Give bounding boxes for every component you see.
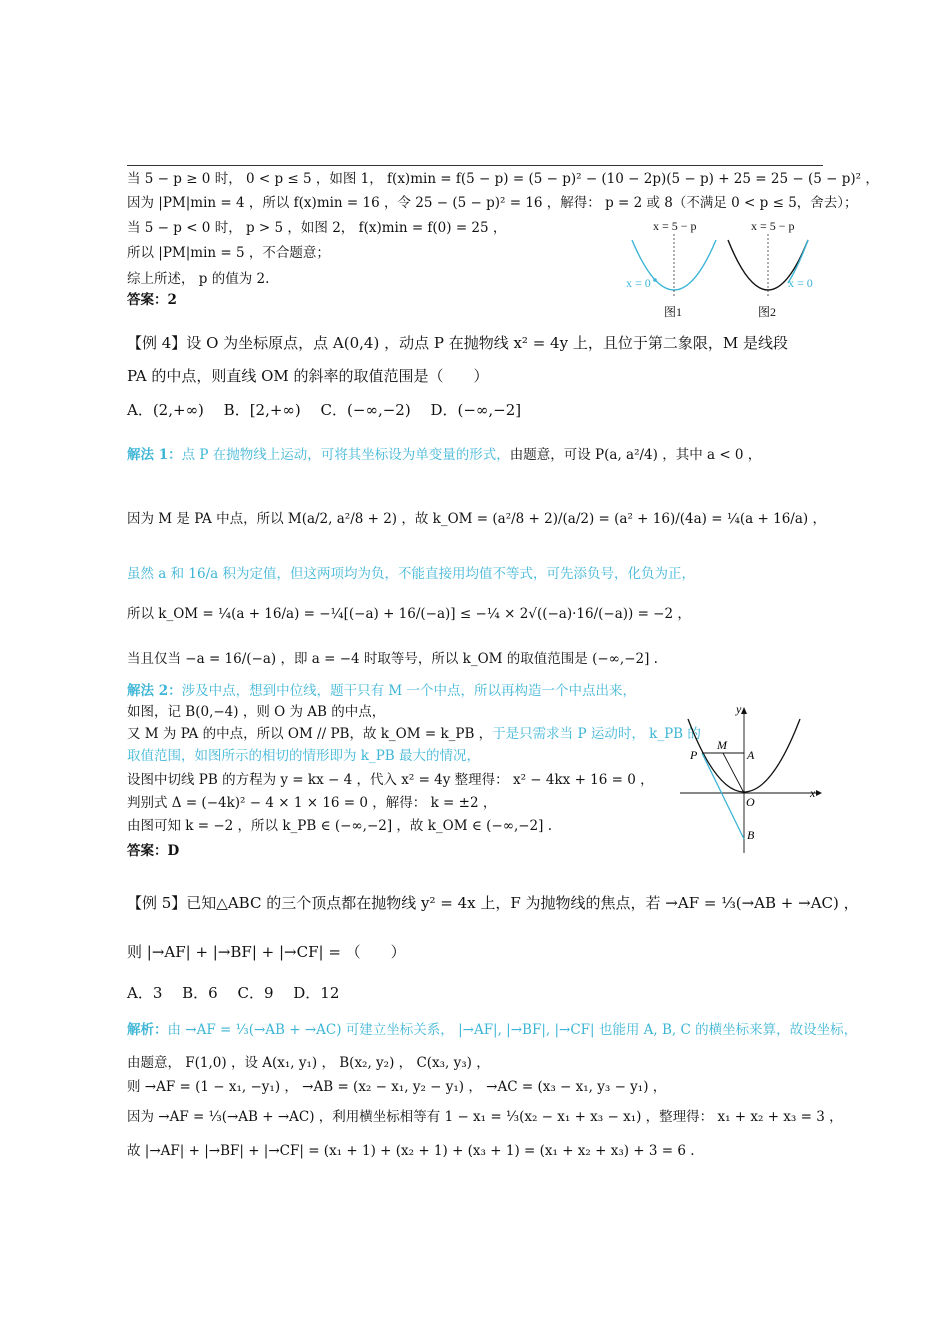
ex4-figure <box>676 705 824 855</box>
ex4-answer: 答案：D <box>127 843 180 859</box>
ex4-method2-label: 解法 2： <box>127 683 182 699</box>
case-line-5: 综上所述， p 的值为 2. <box>127 271 270 287</box>
figure-2 <box>728 219 813 319</box>
fig1-axis-label: x = 5 − p <box>653 219 697 233</box>
ex4-method1-label: 解法 1： <box>127 447 182 463</box>
x-axis-arrow <box>816 790 822 796</box>
ex4-method2-line3-cyan: 于是只需求当 P 运动时， k_PB 的 <box>492 726 701 742</box>
fig2-axis-label: x = 5 − p <box>751 219 795 233</box>
ex5-analysis-line3: 则 →AF = (1 − x₁, −y₁) ， →AB = (x₂ − x₁, y₂ − y₁) ， →AC = (x₃ − x₁, y₃ − y₁) ， <box>127 1079 667 1095</box>
label-o: O <box>746 795 755 809</box>
ex4-method1-line5: 当且仅当 −a = 16/(−a) ，即 a = −4 时取等号，所以 k_OM 的取值范围是 (−∞,−2] . <box>127 651 658 667</box>
ex5-options: A．3 B．6 C．9 D．12 <box>127 984 340 1002</box>
label-y: y <box>736 705 742 716</box>
case-line-4: 所以 |PM|min = 5 ，不合题意； <box>127 245 330 261</box>
ex5-question-2: 则 |→AF| + |→BF| + |→CF| = （ ） <box>127 943 406 961</box>
fig1-point-label: x = 0 <box>626 276 651 290</box>
ex4-method1-line3: 虽然 a 和 16/a 积为定值，但这两项均为负，不能直接用均值不等式，可先添负号，化负为正， <box>127 566 695 582</box>
ex4-method2-hint: 涉及中点，想到中位线，题干只有 M 一个中点，所以再构造一个中点出来， <box>181 683 636 699</box>
ex5-hint: 由 →AF = ⅓(→AB + →AC) 可建立坐标关系， |→AF|, |→BF|, |→CF| 也能用 A, B, C 的横坐标来算，故设坐标， <box>167 1022 858 1038</box>
ex4-method2-line3 <box>127 725 701 743</box>
ex4-method2-line4: 取值范围，如图所示的相切的情形即为 k_PB 最大的情况， <box>127 748 481 764</box>
case-line-1: 当 5 − p ≥ 0 时， 0 < p ≤ 5 ，如图 1， f(x)min = f(5 − p) = (5 − p)² − (10 − 2p)(5 − p) + 25 = 25 − (5 − p)² ， <box>127 171 879 187</box>
segment-om <box>723 753 744 793</box>
label-m: M <box>717 738 727 752</box>
ex4-method1-rest: 由题意，可设 P(a, a²/4) ，其中 a < 0 ， <box>509 447 762 463</box>
label-b: B <box>747 828 755 842</box>
fig2-caption: 图2 <box>758 305 777 319</box>
label-p: P <box>690 748 698 762</box>
y-axis-arrow <box>741 707 747 714</box>
ex4-question: 【例 4】设 O 为坐标原点，点 A(0,4) ，动点 P 在抛物线 x² = 4y 上，且位于第二象限，M 是线段 <box>127 334 788 352</box>
ex4-method2-line5: 设图中切线 PB 的方程为 y = kx − 4 ，代入 x² = 4y 整理得： x² − 4kx + 16 = 0 ， <box>127 772 654 788</box>
parabola-figures <box>618 212 823 324</box>
ex4-method2-line1 <box>127 682 636 700</box>
fig1-caption: 图1 <box>664 305 683 319</box>
ex4-method2-line2: 如图，记 B(0,−4) ，则 O 为 AB 的中点， <box>127 704 386 720</box>
ex5-question: 【例 5】已知△ABC 的三个顶点都在抛物线 y² = 4x 上，F 为抛物线的焦点，若 →AF = ⅓(→AB + →AC) ， <box>127 894 859 912</box>
ex4-method1-hint: 点 P 在抛物线上运动，可将其坐标设为单变量的形式， <box>181 447 510 463</box>
ex4-method2-line3-black: 又 M 为 PA 的中点，所以 OM // PB，故 k_OM = k_PB ， <box>127 726 493 742</box>
ex4-question-2: PA 的中点，则直线 OM 的斜率的取值范围是（ ） <box>127 367 489 385</box>
ex5-analysis-line1 <box>127 1021 857 1039</box>
label-x: x <box>810 786 816 800</box>
ex4-method1-line1 <box>127 446 761 464</box>
fig2-point-label: x = 0 <box>788 276 813 290</box>
case-line-3: 当 5 − p < 0 时， p > 5 ，如图 2， f(x)min = f(0) = 25 ， <box>127 220 507 236</box>
header-rule <box>127 165 823 166</box>
fig1-point <box>653 278 657 282</box>
ex5-label: 解析： <box>127 1022 168 1038</box>
label-a: A <box>747 748 755 762</box>
ex4-method2-line7: 由图可知 k = −2 ，所以 k_PB ∈ (−∞,−2] ，故 k_OM ∈ (−∞,−2] . <box>127 818 552 834</box>
ex4-options: A．(2,+∞) B．[2,+∞) C．(−∞,−2) D．(−∞,−2] <box>127 401 522 419</box>
ex4-method1-line2: 因为 M 是 PA 中点，所以 M(a/2, a²/8 + 2) ，故 k_OM = (a²/8 + 2)/(a/2) = (a² + 16)/(4a) = ¼(a + 16/a) ， <box>127 511 826 527</box>
figure-1 <box>626 219 716 319</box>
tangent-line-pb <box>702 753 744 839</box>
case-line-2: 因为 |PM|min = 4 ，所以 f(x)min = 16 ，令 25 − (5 − p)² = 16 ，解得： p = 2 或 8（不满足 0 < p ≤ 5，舍去）； <box>127 195 858 211</box>
ex5-analysis-line4: 因为 →AF = ⅓(→AB + →AC) ，利用横坐标相等有 1 − x₁ = ⅓(x₂ − x₁ + x₃ − x₁) ，整理得： x₁ + x₂ + x₃ = 3 ， <box>127 1109 843 1125</box>
ex5-analysis-line5: 故 |→AF| + |→BF| + |→CF| = (x₁ + 1) + (x₂ + 1) + (x₃ + 1) = (x₁ + x₂ + x₃) + 3 = 6 . <box>127 1143 695 1159</box>
ex5-analysis-line2: 由题意， F(1,0) ，设 A(x₁, y₁) ， B(x₂, y₂) ， C(x₃, y₃) ， <box>127 1055 490 1071</box>
case-answer: 答案：2 <box>127 292 177 308</box>
ex4-method1-line4: 所以 k_OM = ¼(a + 16/a) = −¼[(−a) + 16/(−a)] ≤ −¼ × 2√((−a)·16/(−a)) = −2 ， <box>127 606 691 622</box>
ex4-method2-line6: 判别式 Δ = (−4k)² − 4 × 1 × 16 = 0 ，解得： k = ±2 ， <box>127 795 497 811</box>
